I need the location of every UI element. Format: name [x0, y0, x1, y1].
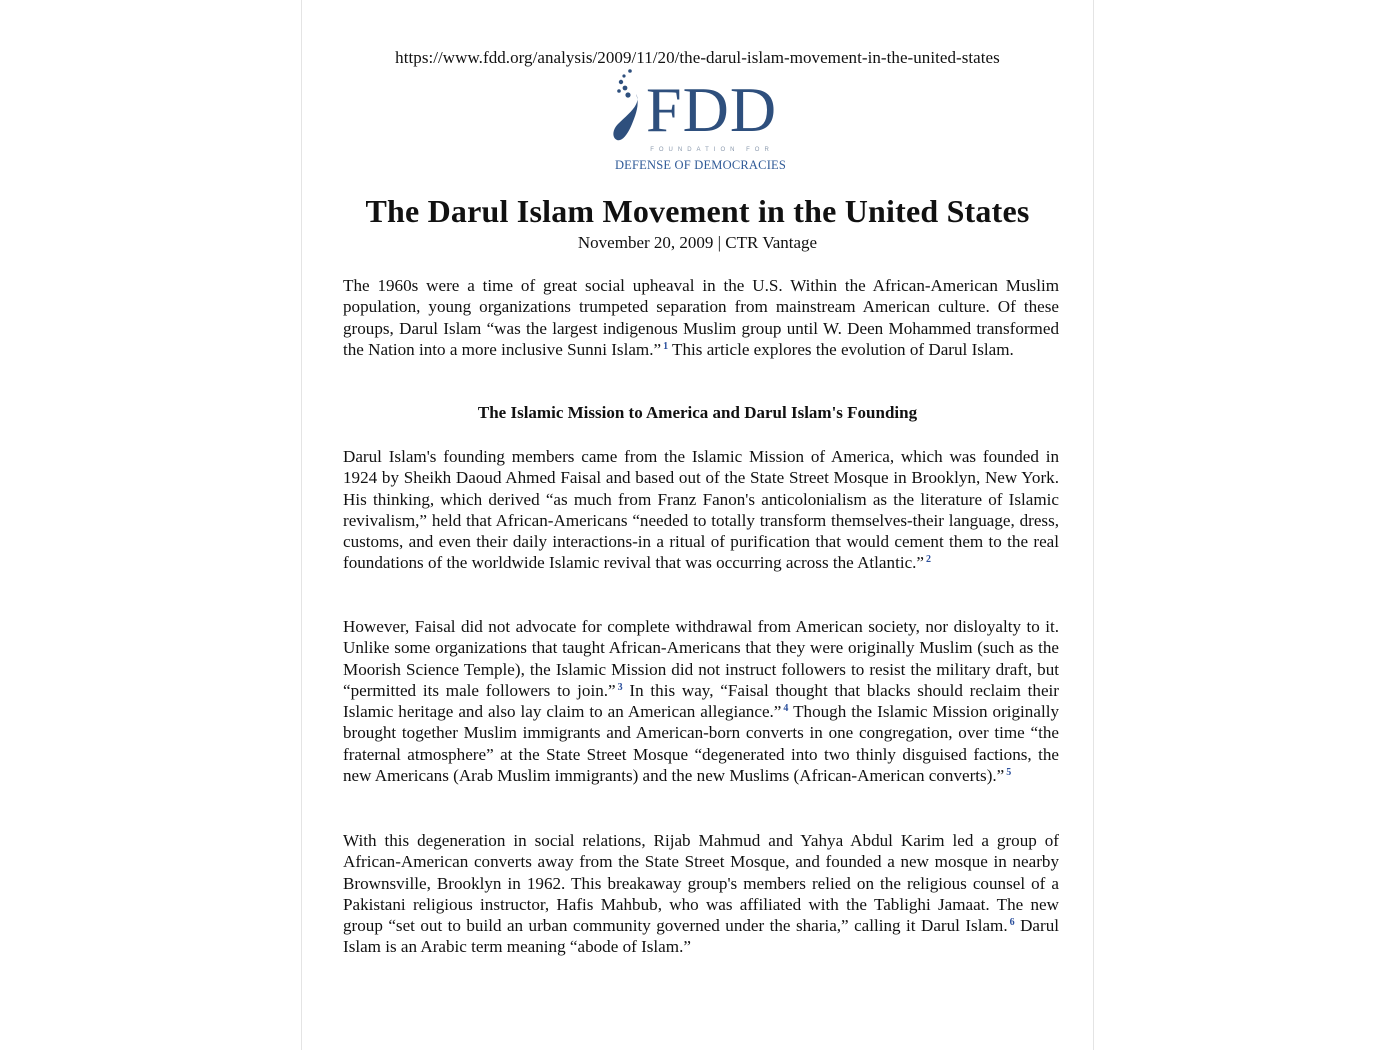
flame-logo-icon [608, 68, 644, 142]
paragraph-text: In this way, “Faisal thought that blacks should reclaim their Islamic heritage and also lay claim to an American allegiance.” [343, 680, 1059, 722]
paragraph-text: Darul Islam's founding members came from the Islamic Mission of America, which was founded in 1924 by Sheikh Daoud Ahmed Faisal and based out of the State Street Mosque in Brooklyn, New York. His thinking, which derived “as much from Franz Fanon's anticolonialism as the literature of Islamic revivalism,” held that African-Americans “needed to totally transform themselves-their language, dress, customs, and even their daily interactions-in a ritual of purification that would cement them to the real foundations of the worldwide Islamic revival that was occurring across the Atlantic.” [343, 447, 1059, 573]
paragraph-breakaway [343, 830, 1059, 958]
logo-letters: FDD [646, 74, 778, 145]
paragraph-text: With this degeneration in social relations, Rijab Mahmud and Yahya Abdul Karim led a group of African-American converts away from the State Street Mosque, and founded a new mosque in nearby Brownsville, Brooklyn in 1962. This breakaway group's members relied on the religious counsel of a Pakistani religious instructor, Hafis Mahbub, who was affiliated with the Tablighi Jamaat. The new group “set out to build an urban community governed under the sharia,” calling it Darul Islam. [343, 831, 1059, 936]
footnote-marker[interactable]: 5 [1006, 767, 1012, 779]
logo-tagline: DEFENSE OF DEMOCRACIES [614, 158, 787, 172]
article-dateline: November 20, 2009 | CTR Vantage [577, 233, 818, 252]
paragraph-faisal [343, 616, 1059, 786]
paragraph-text: The 1960s were a time of great social upheaval in the U.S. Within the African-American Muslim population, young organizations trumpeted separation from mainstream American culture. Of these groups, Darul Islam “was the largest indigenous Muslim group until W. Deen Mohammed transformed the Nation into a more inclusive Sunni Islam.” [343, 276, 1059, 359]
fdd-logo [608, 68, 793, 176]
paragraph-text: Darul Islam is an Arabic term meaning “abode of Islam.” [343, 916, 1059, 957]
footnote-marker[interactable]: 3 [617, 681, 623, 693]
source-url: https://www.fdd.org/analysis/2009/11/20/the-darul-islam-movement-in-the-united-states [395, 48, 1000, 67]
section-heading: The Islamic Mission to America and Darul Islam's Founding [477, 403, 918, 422]
document-page [301, 0, 1094, 1050]
article-title: The Darul Islam Movement in the United States [365, 193, 1030, 229]
paragraph-intro [343, 275, 1059, 360]
footnote-marker[interactable]: 6 [1009, 917, 1015, 929]
paragraph-text: However, Faisal did not advocate for complete withdrawal from American society, nor disloyalty to it. Unlike some organizations that taught African-Americans that they were originally Muslim (such as the Moorish Science Temple), the Islamic Mission did not instruct followers to resist the military draft, but “permitted its male followers to join.” [343, 617, 1059, 700]
paragraph-founding [343, 446, 1059, 574]
paragraph-text: This article explores the evolution of Darul Islam. [668, 339, 1014, 359]
paragraph-text: Though the Islamic Mission originally brought together Muslim immigrants and American-born converts in one congregation, over time “the fraternal atmosphere” at the State Street Mosque “degenerated into two thinly disguised factions, the new Americans (Arab Muslim immigrants) and the new Muslims (African-American converts).” [343, 702, 1059, 786]
footnote-marker[interactable]: 1 [663, 340, 669, 352]
footnote-marker[interactable]: 4 [783, 703, 789, 715]
footnote-marker[interactable]: 2 [926, 554, 932, 566]
logo-tagline-top: FOUNDATION FOR [650, 147, 774, 153]
